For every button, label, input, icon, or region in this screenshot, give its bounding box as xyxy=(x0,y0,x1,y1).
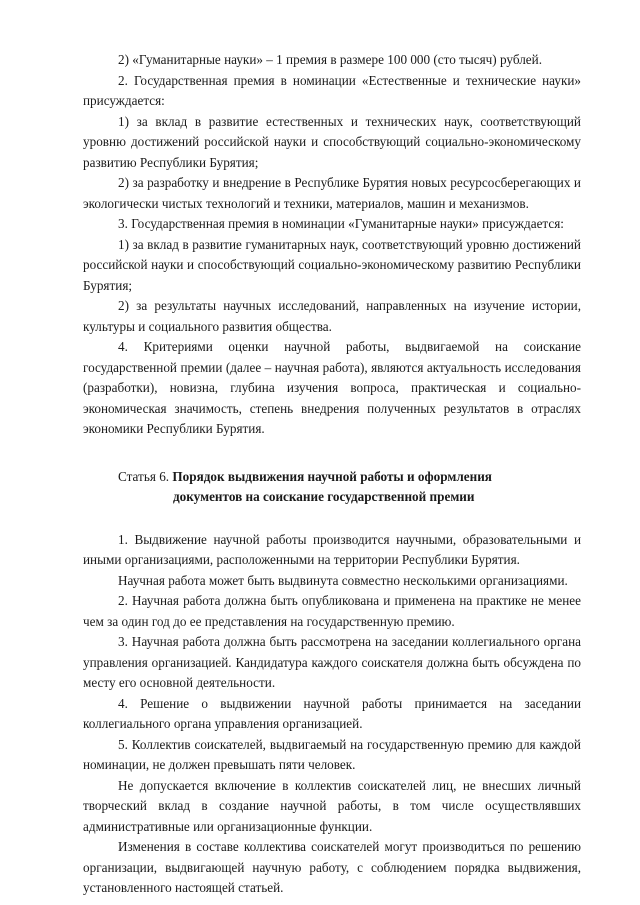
paragraph-team-size: 5. Коллектив соискателей, выдвигаемый на государственную премию для каждой номинации, не должен превышать пяти человек. xyxy=(83,736,581,772)
paragraph-team-changes: Изменения в составе коллектива соискателей могут производиться по решению организации, выдвигающей научную работу, с соблюдением порядка выдвижения, установленного настоящей статьей. xyxy=(83,839,581,895)
article-label: Статья 6. xyxy=(118,468,170,484)
paragraph-humanities-1: 1) за вклад в развитие гуманитарных наук, соответствующий уровню достижений российской науки и способствующий социально-экономическому развитию Республики Бурятия; xyxy=(83,236,581,293)
paragraph-nomination-organizations: 1. Выдвижение научной работы производится научными, образовательными и иными организациями, расположенными на территории Республики Бурятия. xyxy=(83,531,581,567)
paragraph-joint-nomination: Научная работа может быть выдвинута совместно несколькими организациями. xyxy=(118,572,568,588)
article-heading xyxy=(83,467,581,507)
article-title-line2: документов на соискание государственной премии xyxy=(173,488,475,504)
paragraph-humanities-nomination: 3. Государственная премия в номинации «Гуманитарные науки» присуждается: xyxy=(118,216,564,231)
paragraph-natural-sciences-nomination: 2. Государственная премия в номинации «Естественные и технические науки» присуждается: xyxy=(83,72,581,108)
paragraph-evaluation-criteria: 4. Критериями оценки научной работы, выдвигаемой на соискание государственной премии (далее – научная работа), являются актуальность исследования (разработки), новизна, глубина изучения вопроса, практическая и социально-экономическая значимость, степень внедрения полученных результатов в отраслях экономики Республики Бурятия. xyxy=(83,339,581,436)
paragraph-humanities-2: 2) за результаты научных исследований, направленных на изучение истории, культуры и социального развития общества. xyxy=(83,298,581,334)
paragraph-premium-humanities: 2) «Гуманитарные науки» – 1 премия в размере 100 000 (сто тысяч) рублей. xyxy=(118,52,543,67)
article-title-line1: Порядок выдвижения научной работы и оформления xyxy=(172,468,492,484)
paragraph-publication-requirement: 2. Научная работа должна быть опубликована и применена на практике не менее чем за один год до ее представления на государственную премию. xyxy=(83,593,581,629)
paragraph-nomination-decision: 4. Решение о выдвижении научной работы принимается на заседании коллегиального органа управления организацией. xyxy=(83,695,581,731)
paragraph-natural-sciences-1: 1) за вклад в развитие естественных и технических наук, соответствующий уровню достижений российской науки и способствующий социально-экономическому развитию Республики Бурятия; xyxy=(83,113,581,170)
paragraph-collegial-review: 3. Научная работа должна быть рассмотрена на заседании коллегиального органа управления организацией. Кандидатура каждого соискателя должна быть обсуждена по месту его основной деятельности. xyxy=(83,634,581,690)
paragraph-natural-sciences-2: 2) за разработку и внедрение в Республике Бурятия новых ресурсосберегающих и экологически чистых технологий и техники, материалов, машин и механизмов. xyxy=(83,175,581,211)
paragraph-team-exclusion: Не допускается включение в коллектив соискателей лиц, не внесших личный творческий вклад в создание научной работы, в том числе осуществлявших административные или организационные функции. xyxy=(83,777,581,834)
document-page xyxy=(83,50,581,899)
